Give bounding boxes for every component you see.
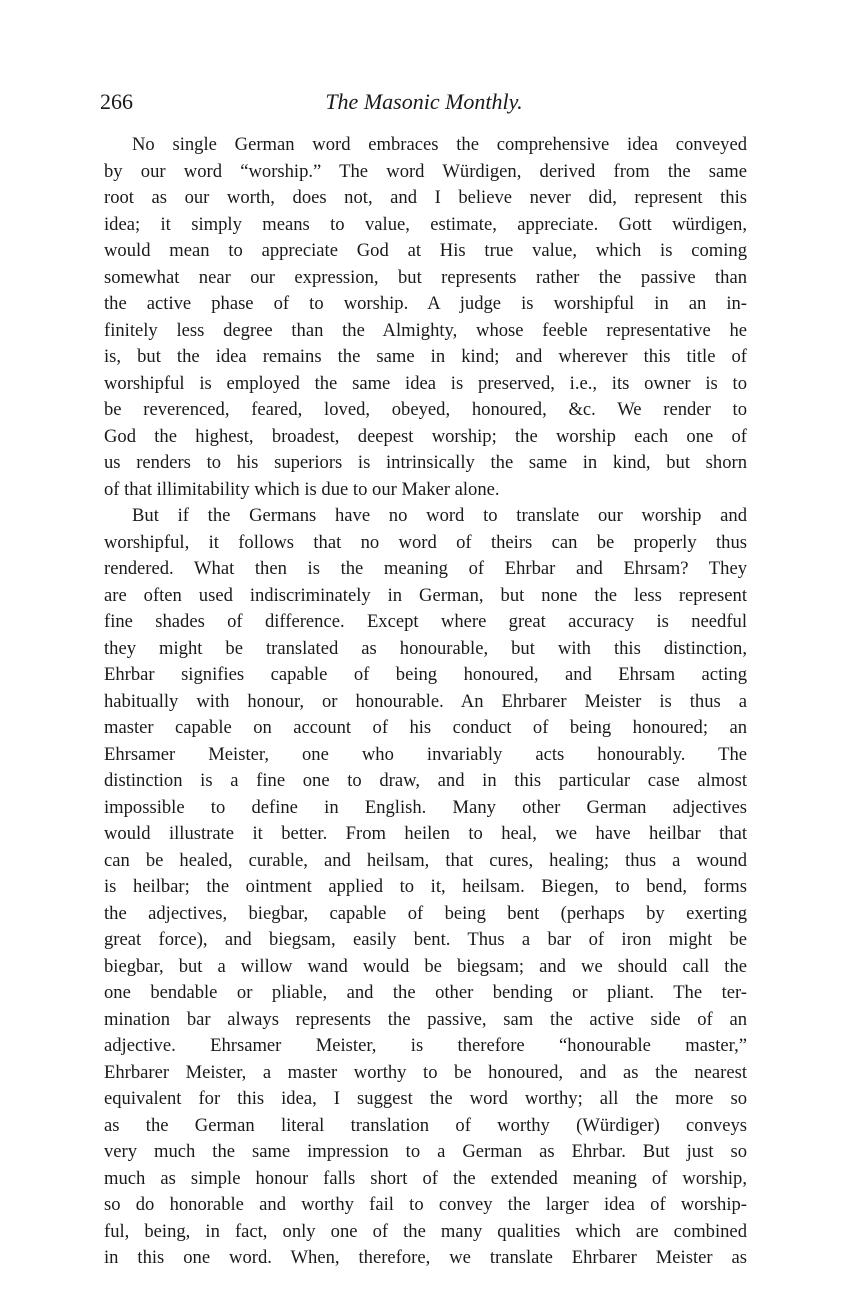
text-line: somewhat near our expression, but represents rather the passive than xyxy=(104,266,747,288)
text-line: is, but the idea remains the same in kind; and wherever this title of xyxy=(104,346,747,367)
text-line: equivalent for this idea, I suggest the word worthy; all the more so xyxy=(104,1088,747,1109)
text-line: idea; it simply means to value, estimate, appreciate. Gott würdigen, xyxy=(104,213,747,235)
text-line: the adjectives, biegbar, capable of being bent (perhaps by exerting xyxy=(104,902,747,924)
text-line: great force), and biegsam, easily bent. Thus a bar of iron might be xyxy=(104,929,747,950)
text-line: root as our worth, does not, and I believe never did, represent this xyxy=(104,187,747,208)
text-line: be reverenced, feared, loved, obeyed, honoured, &c. We render to xyxy=(104,399,747,420)
text-line: ful, being, in fact, only one of the many qualities which are combined xyxy=(104,1220,747,1242)
text-line: Ehrbar signifies capable of being honoured, and Ehrsam acting xyxy=(104,664,747,685)
page-header xyxy=(100,84,748,120)
text-line: as the German literal translation of worthy (Würdiger) conveys xyxy=(104,1114,747,1136)
text-line: But if the Germans have no word to translate our worship and xyxy=(132,505,747,526)
text-line: the active phase of to worship. A judge is worshipful in an in- xyxy=(104,293,747,314)
text-line: much as simple honour falls short of the extended meaning of worship, xyxy=(104,1167,747,1189)
paragraph-1 xyxy=(104,132,747,503)
body-text xyxy=(104,132,747,1272)
text-line: mination bar always represents the passive, sam the active side of an xyxy=(104,1008,747,1030)
text-line: would illustrate it better. From heilen to heal, we have heilbar that xyxy=(104,823,747,844)
text-line: by our word “worship.” The word Würdigen, derived from the same xyxy=(104,160,747,182)
text-line: Ehrbarer Meister, a master worthy to be honoured, and as the nearest xyxy=(104,1061,747,1083)
text-line: God the highest, broadest, deepest worship; the worship each one of xyxy=(104,425,747,447)
text-line: distinction is a fine one to draw, and in this particular case almost xyxy=(104,770,747,791)
text-line: would mean to appreciate God at His true value, which is coming xyxy=(104,240,747,261)
text-line: master capable on account of his conduct of being honoured; an xyxy=(104,717,747,738)
text-line: worshipful is employed the same idea is preserved, i.e., its owner is to xyxy=(104,372,747,394)
text-line: biegbar, but a willow wand would be biegsam; and we should call the xyxy=(104,955,747,977)
text-line: one bendable or pliable, and the other bending or pliant. The ter- xyxy=(104,982,747,1003)
text-line: of that illimitability which is due to our Maker alone. xyxy=(104,478,500,500)
text-line: fine shades of difference. Except where great accuracy is needful xyxy=(104,611,747,632)
running-title: The Masonic Monthly. xyxy=(325,89,523,114)
text-line: rendered. What then is the meaning of Ehrbar and Ehrsam? They xyxy=(104,558,747,579)
text-line: impossible to define in English. Many other German adjectives xyxy=(104,796,747,818)
text-line: Ehrsamer Meister, one who invariably acts honourably. The xyxy=(104,743,747,765)
text-line: adjective. Ehrsamer Meister, is therefore “honourable master,” xyxy=(104,1035,747,1056)
text-line: they might be translated as honourable, but with this distinction, xyxy=(104,637,747,659)
text-line: are often used indiscriminately in German, but none the less represent xyxy=(104,584,747,606)
text-line: habitually with honour, or honourable. An Ehrbarer Meister is thus a xyxy=(104,690,747,712)
text-line: finitely less degree than the Almighty, whose feeble representative he xyxy=(104,319,747,341)
text-line: is heilbar; the ointment applied to it, heilsam. Biegen, to bend, forms xyxy=(104,876,747,897)
paragraph-2 xyxy=(104,503,747,1272)
text-line: No single German word embraces the comprehensive idea conveyed xyxy=(132,134,747,155)
text-line: so do honorable and worthy fail to convey the larger idea of worship- xyxy=(104,1194,747,1215)
text-line: can be healed, curable, and heilsam, that cures, healing; thus a wound xyxy=(104,849,747,871)
text-line: very much the same impression to a German as Ehrbar. But just so xyxy=(104,1141,747,1162)
page-number: 266 xyxy=(100,89,133,114)
text-line: us renders to his superiors is intrinsically the same in kind, but shorn xyxy=(104,452,747,473)
text-line: worshipful, it follows that no word of theirs can be properly thus xyxy=(104,531,747,553)
text-line: in this one word. When, therefore, we translate Ehrbarer Meister as xyxy=(104,1247,747,1268)
